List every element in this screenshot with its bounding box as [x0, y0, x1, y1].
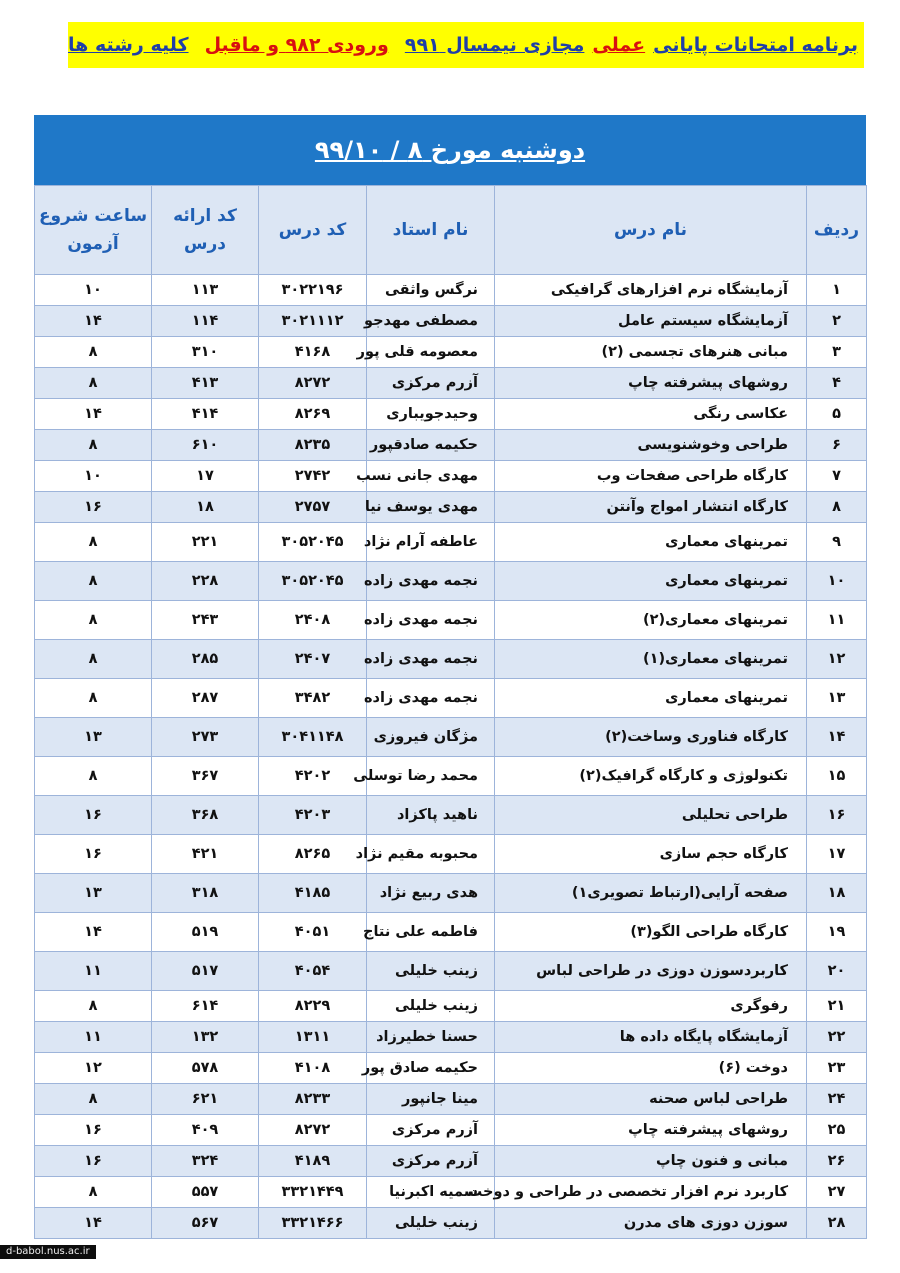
start-time-cell: ۸ — [35, 337, 152, 368]
teacher-name-cell: هدی ربیع نژاد — [367, 874, 495, 913]
row-number-cell: ۹ — [807, 523, 867, 562]
teacher-name-cell: زینب خلیلی — [367, 991, 495, 1022]
offer-code-cell: ۳۶۷ — [152, 757, 259, 796]
table-row — [35, 399, 867, 430]
course-code-cell: ۳۳۲۱۴۴۹ — [259, 1177, 367, 1208]
offer-code-cell: ۶۱۴ — [152, 991, 259, 1022]
start-time-cell: ۸ — [35, 991, 152, 1022]
row-number-cell: ۲۶ — [807, 1146, 867, 1177]
course-code-cell: ۸۲۳۵ — [259, 430, 367, 461]
row-number-cell: ۷ — [807, 461, 867, 492]
course-name-cell: تمرینهای معماری — [495, 679, 807, 718]
table-row — [35, 1146, 867, 1177]
row-number-cell: ۱۹ — [807, 913, 867, 952]
course-name-cell: کارگاه حجم سازی — [495, 835, 807, 874]
row-number-cell: ۸ — [807, 492, 867, 523]
course-code-cell: ۸۲۷۲ — [259, 368, 367, 399]
offer-code-cell: ۱۱۴ — [152, 306, 259, 337]
start-time-cell: ۱۶ — [35, 835, 152, 874]
course-name-cell: دوخت (۶) — [495, 1053, 807, 1084]
offer-code-cell: ۴۱۳ — [152, 368, 259, 399]
day-heading — [34, 115, 866, 185]
course-code-cell: ۳۰۵۲۰۴۵ — [259, 523, 367, 562]
teacher-name-cell: مینا جانپور — [367, 1084, 495, 1115]
teacher-name-cell: مصطفی مهدجو — [367, 306, 495, 337]
teacher-name-cell: سمیه اکبرنیا — [367, 1177, 495, 1208]
course-name-cell: آزمایشگاه پایگاه داده ها — [495, 1022, 807, 1053]
course-name-cell: طراحی تحلیلی — [495, 796, 807, 835]
teacher-name-cell: زینب خلیلی — [367, 952, 495, 991]
teacher-name-cell: زینب خلیلی — [367, 1208, 495, 1239]
row-number-cell: ۱۷ — [807, 835, 867, 874]
table-row — [35, 991, 867, 1022]
table-row — [35, 1208, 867, 1239]
header-row — [35, 186, 867, 275]
start-time-cell: ۸ — [35, 523, 152, 562]
start-time-cell: ۱۶ — [35, 492, 152, 523]
offer-code-cell: ۲۲۸ — [152, 562, 259, 601]
table-row — [35, 275, 867, 306]
title-part-1: برنامه امتحانات پایانی — [653, 34, 858, 56]
course-code-cell: ۴۱۸۵ — [259, 874, 367, 913]
start-time-cell: ۱۲ — [35, 1053, 152, 1084]
start-time-cell: ۸ — [35, 430, 152, 461]
table-row — [35, 1022, 867, 1053]
course-name-cell: کاربردسوزن دوزی در طراحی لباس — [495, 952, 807, 991]
start-time-cell: ۱۴ — [35, 306, 152, 337]
offer-code-cell: ۶۱۰ — [152, 430, 259, 461]
row-number-cell: ۱۴ — [807, 718, 867, 757]
title-part-2: عملی — [592, 34, 646, 56]
start-time-cell: ۱۰ — [35, 461, 152, 492]
course-code-cell: ۸۲۷۲ — [259, 1115, 367, 1146]
offer-code-cell: ۵۵۷ — [152, 1177, 259, 1208]
teacher-name-cell: آزرم مرکزی — [367, 1146, 495, 1177]
course-name-cell: تکنولوژی و کارگاه گرافیک(۲) — [495, 757, 807, 796]
start-time-cell: ۱۶ — [35, 1115, 152, 1146]
site-watermark: d-babol.nus.ac.ir — [0, 1245, 96, 1259]
course-name-cell: صفحه آرایی(ارتباط تصویری۱) — [495, 874, 807, 913]
course-code-cell: ۳۰۴۱۱۴۸ — [259, 718, 367, 757]
table-row — [35, 337, 867, 368]
course-code-cell: ۴۱۶۸ — [259, 337, 367, 368]
day-heading-text: دوشنبه مورخ ۸ / ۹۹/۱۰ — [314, 136, 586, 164]
offer-code-cell: ۵۷۸ — [152, 1053, 259, 1084]
table-row — [35, 718, 867, 757]
offer-code-cell: ۴۰۹ — [152, 1115, 259, 1146]
title-part-3: مجازی نیمسال ۹۹۱ — [404, 34, 585, 56]
start-time-cell: ۱۱ — [35, 1022, 152, 1053]
teacher-name-cell: نجمه مهدی زاده — [367, 601, 495, 640]
offer-code-cell: ۲۷۳ — [152, 718, 259, 757]
offer-code-cell: ۲۴۳ — [152, 601, 259, 640]
teacher-name-cell: محبوبه مقیم نژاد — [367, 835, 495, 874]
course-name-cell: عکاسی رنگی — [495, 399, 807, 430]
offer-code-cell: ۳۶۸ — [152, 796, 259, 835]
page-title-banner — [68, 22, 864, 68]
course-name-cell: تمرینهای معماری — [495, 562, 807, 601]
start-time-cell: ۱۶ — [35, 796, 152, 835]
teacher-name-cell: نرگس واثقی — [367, 275, 495, 306]
offer-code-cell: ۲۸۷ — [152, 679, 259, 718]
course-code-cell: ۳۴۸۲ — [259, 679, 367, 718]
course-name-cell: تمرینهای معماری — [495, 523, 807, 562]
course-code-cell: ۸۲۳۳ — [259, 1084, 367, 1115]
row-number-cell: ۲۲ — [807, 1022, 867, 1053]
start-time-cell: ۱۴ — [35, 399, 152, 430]
course-code-cell: ۳۰۵۲۰۴۵ — [259, 562, 367, 601]
teacher-name-cell: آزرم مرکزی — [367, 368, 495, 399]
course-code-cell: ۲۴۰۸ — [259, 601, 367, 640]
start-time-cell: ۸ — [35, 368, 152, 399]
table-row — [35, 430, 867, 461]
teacher-name-cell: حسنا خطیرزاد — [367, 1022, 495, 1053]
course-code-cell: ۳۰۲۲۱۹۶ — [259, 275, 367, 306]
row-number-cell: ۱۱ — [807, 601, 867, 640]
offer-code-cell: ۴۲۱ — [152, 835, 259, 874]
col-start-time: ساعت شروع آزمون — [35, 186, 152, 275]
table-row — [35, 306, 867, 337]
row-number-cell: ۱۲ — [807, 640, 867, 679]
row-number-cell: ۱۵ — [807, 757, 867, 796]
row-number-cell: ۲۳ — [807, 1053, 867, 1084]
course-code-cell: ۲۷۴۲ — [259, 461, 367, 492]
teacher-name-cell: حکیمه صادقپور — [367, 430, 495, 461]
table-row — [35, 796, 867, 835]
table-row — [35, 562, 867, 601]
course-name-cell: کارگاه طراحی الگو(۳) — [495, 913, 807, 952]
teacher-name-cell: نجمه مهدی زاده — [367, 679, 495, 718]
start-time-cell: ۱۴ — [35, 1208, 152, 1239]
row-number-cell: ۵ — [807, 399, 867, 430]
course-name-cell: مبانی و فنون چاپ — [495, 1146, 807, 1177]
course-name-cell: آزمایشگاه سیستم عامل — [495, 306, 807, 337]
row-number-cell: ۲۵ — [807, 1115, 867, 1146]
teacher-name-cell: مهدی یوسف نیا — [367, 492, 495, 523]
course-code-cell: ۸۲۲۹ — [259, 991, 367, 1022]
teacher-name-cell: حکیمه صادق پور — [367, 1053, 495, 1084]
start-time-cell: ۱۳ — [35, 874, 152, 913]
teacher-name-cell: فاطمه علی نتاج — [367, 913, 495, 952]
title-part-4: ورودی ۹۸۲ و ماقبل — [204, 34, 389, 56]
start-time-cell: ۱۴ — [35, 913, 152, 952]
course-name-cell: کارگاه انتشار امواج وآنتن — [495, 492, 807, 523]
row-number-cell: ۱۳ — [807, 679, 867, 718]
teacher-name-cell: مهدی جانی نسب — [367, 461, 495, 492]
teacher-name-cell: ناهید پاکزاد — [367, 796, 495, 835]
row-number-cell: ۱۶ — [807, 796, 867, 835]
start-time-cell: ۸ — [35, 679, 152, 718]
table-row — [35, 461, 867, 492]
row-number-cell: ۱ — [807, 275, 867, 306]
course-code-cell: ۴۱۰۸ — [259, 1053, 367, 1084]
course-name-cell: کارگاه طراحی صفحات وب — [495, 461, 807, 492]
course-code-cell: ۸۲۶۹ — [259, 399, 367, 430]
table-row — [35, 1053, 867, 1084]
offer-code-cell: ۱۳۲ — [152, 1022, 259, 1053]
course-code-cell: ۱۳۱۱ — [259, 1022, 367, 1053]
row-number-cell: ۲۷ — [807, 1177, 867, 1208]
course-name-cell: تمرینهای معماری(۲) — [495, 601, 807, 640]
start-time-cell: ۸ — [35, 757, 152, 796]
course-name-cell: روشهای پیشرفته چاپ — [495, 1115, 807, 1146]
teacher-name-cell: عاطفه آرام نژاد — [367, 523, 495, 562]
course-code-cell: ۲۴۰۷ — [259, 640, 367, 679]
course-name-cell: سوزن دوزی های مدرن — [495, 1208, 807, 1239]
table-row — [35, 1177, 867, 1208]
table-row — [35, 368, 867, 399]
table-row — [35, 757, 867, 796]
start-time-cell: ۱۶ — [35, 1146, 152, 1177]
table-row — [35, 952, 867, 991]
course-code-cell: ۴۰۵۴ — [259, 952, 367, 991]
course-code-cell: ۴۰۵۱ — [259, 913, 367, 952]
table-row — [35, 601, 867, 640]
offer-code-cell: ۳۱۸ — [152, 874, 259, 913]
start-time-cell: ۸ — [35, 601, 152, 640]
course-code-cell: ۴۱۸۹ — [259, 1146, 367, 1177]
course-code-cell: ۳۳۲۱۴۶۶ — [259, 1208, 367, 1239]
exam-schedule — [34, 115, 866, 1239]
table-row — [35, 492, 867, 523]
course-code-cell: ۸۲۶۵ — [259, 835, 367, 874]
col-course-code: کد درس — [259, 186, 367, 275]
course-name-cell: کارگاه فناوری وساخت(۲) — [495, 718, 807, 757]
teacher-name-cell: معصومه قلی پور — [367, 337, 495, 368]
title-part-5: کلیه رشته ها — [68, 34, 189, 56]
course-name-cell: کاربرد نرم افزار تخصصی در طراحی و دوخت — [495, 1177, 807, 1208]
teacher-name-cell: مژگان فیروزی — [367, 718, 495, 757]
teacher-name-cell: آزرم مرکزی — [367, 1115, 495, 1146]
teacher-name-cell: محمد رضا توسلی — [367, 757, 495, 796]
table-row — [35, 874, 867, 913]
offer-code-cell: ۵۱۷ — [152, 952, 259, 991]
start-time-cell: ۸ — [35, 1084, 152, 1115]
row-number-cell: ۲۸ — [807, 1208, 867, 1239]
row-number-cell: ۲ — [807, 306, 867, 337]
course-name-cell: تمرینهای معماری(۱) — [495, 640, 807, 679]
course-code-cell: ۴۲۰۳ — [259, 796, 367, 835]
course-name-cell: آزمایشگاه نرم افزارهای گرافیکی — [495, 275, 807, 306]
col-offer-code: کد ارائه درس — [152, 186, 259, 275]
offer-code-cell: ۲۲۱ — [152, 523, 259, 562]
offer-code-cell: ۳۱۰ — [152, 337, 259, 368]
offer-code-cell: ۱۱۳ — [152, 275, 259, 306]
teacher-name-cell: نجمه مهدی زاده — [367, 640, 495, 679]
exam-table — [34, 185, 867, 1239]
table-body — [35, 275, 867, 1239]
offer-code-cell: ۵۱۹ — [152, 913, 259, 952]
table-row — [35, 1115, 867, 1146]
row-number-cell: ۱۸ — [807, 874, 867, 913]
row-number-cell: ۲۱ — [807, 991, 867, 1022]
col-teacher-name: نام استاد — [367, 186, 495, 275]
table-row — [35, 679, 867, 718]
offer-code-cell: ۶۲۱ — [152, 1084, 259, 1115]
table-row — [35, 640, 867, 679]
course-name-cell: روشهای پیشرفته چاپ — [495, 368, 807, 399]
table-row — [35, 523, 867, 562]
teacher-name-cell: وحیدجویباری — [367, 399, 495, 430]
teacher-name-cell: نجمه مهدی زاده — [367, 562, 495, 601]
start-time-cell: ۸ — [35, 1177, 152, 1208]
offer-code-cell: ۱۷ — [152, 461, 259, 492]
col-course-name: نام درس — [495, 186, 807, 275]
offer-code-cell: ۵۶۷ — [152, 1208, 259, 1239]
course-code-cell: ۴۲۰۲ — [259, 757, 367, 796]
row-number-cell: ۱۰ — [807, 562, 867, 601]
course-code-cell: ۲۷۵۷ — [259, 492, 367, 523]
course-name-cell: رفوگری — [495, 991, 807, 1022]
row-number-cell: ۲۴ — [807, 1084, 867, 1115]
offer-code-cell: ۳۲۴ — [152, 1146, 259, 1177]
course-code-cell: ۳۰۲۱۱۱۲ — [259, 306, 367, 337]
table-row — [35, 913, 867, 952]
row-number-cell: ۶ — [807, 430, 867, 461]
start-time-cell: ۸ — [35, 640, 152, 679]
start-time-cell: ۱۰ — [35, 275, 152, 306]
start-time-cell: ۱۱ — [35, 952, 152, 991]
offer-code-cell: ۲۸۵ — [152, 640, 259, 679]
row-number-cell: ۲۰ — [807, 952, 867, 991]
offer-code-cell: ۱۸ — [152, 492, 259, 523]
row-number-cell: ۴ — [807, 368, 867, 399]
table-row — [35, 1084, 867, 1115]
row-number-cell: ۳ — [807, 337, 867, 368]
offer-code-cell: ۴۱۴ — [152, 399, 259, 430]
course-name-cell: مبانی هنرهای تجسمی (۲) — [495, 337, 807, 368]
table-row — [35, 835, 867, 874]
start-time-cell: ۸ — [35, 562, 152, 601]
col-row-number: ردیف — [807, 186, 867, 275]
course-name-cell: طراحی لباس صحنه — [495, 1084, 807, 1115]
start-time-cell: ۱۳ — [35, 718, 152, 757]
course-name-cell: طراحی وخوشنویسی — [495, 430, 807, 461]
